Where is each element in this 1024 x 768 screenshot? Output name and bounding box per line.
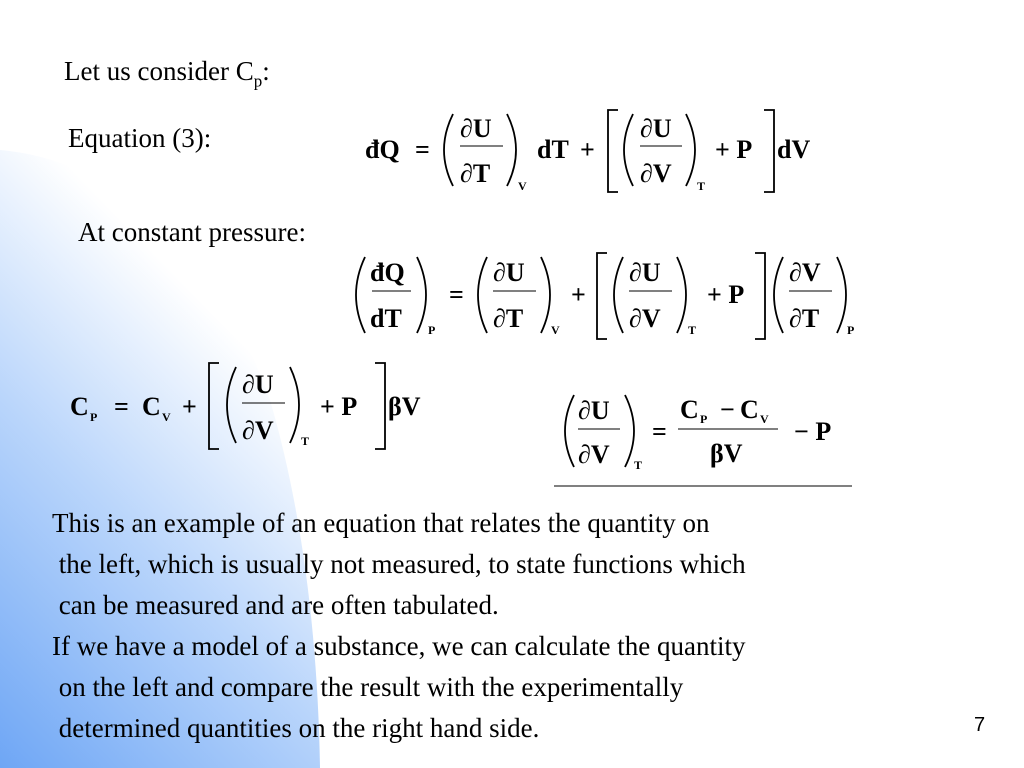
paragraph-2-line-1: If we have a model of a substance, we can calculate the quantity (52, 631, 746, 661)
eq3-d1-num: ∂U (460, 114, 492, 143)
equation-3-label: Equation (3): (68, 123, 212, 153)
result-equation (550, 385, 860, 495)
paragraph-1-line-3: can be measured and are often tabulated. (52, 590, 499, 620)
cp-eq-paren-right-0 (417, 257, 426, 333)
cp-d-den: ∂V (242, 416, 274, 445)
res-paren-right (625, 395, 634, 467)
cp-eq-bracket-left (597, 253, 607, 339)
title-suffix: : (262, 56, 270, 86)
res-num-Vsub: V (760, 412, 769, 426)
cp-bracket-right (375, 363, 385, 449)
eq3-dT: dT (537, 135, 569, 164)
res-num-minus: − (720, 395, 735, 424)
cp-equation (68, 355, 438, 455)
explanation-paragraph-1 (52, 503, 746, 626)
cp-eq-d3-sub: P (847, 323, 855, 337)
cp-eq-paren-left-1 (478, 257, 487, 333)
equation-3 (355, 100, 835, 200)
constant-pressure-label: At constant pressure: (78, 217, 306, 247)
cp-eq-paren-right-1 (541, 257, 550, 333)
cp-equals: = (114, 392, 129, 421)
eq3-paren-right-2 (686, 114, 695, 186)
res-num-Psub: P (700, 412, 708, 426)
cp-paren-right (290, 367, 299, 443)
cp-eq-lhs-den: dT (370, 304, 402, 333)
cp-Psub: P (90, 410, 98, 424)
eq3-d2-num: ∂U (640, 114, 672, 143)
cp-C1: C (70, 392, 89, 421)
cp-eq-lhs-num: đQ (370, 258, 405, 287)
cp-eq-paren-right-3 (837, 257, 846, 333)
res-minusP: − P (794, 417, 832, 446)
eq3-d1-den: ∂T (460, 159, 491, 188)
res-d-den: ∂V (578, 440, 610, 469)
cp-eq-bracket-right (755, 253, 765, 339)
cp-eq-d2-num: ∂U (629, 258, 661, 287)
paragraph-1-line-1: This is an example of an equation that relates the quantity on (52, 508, 710, 538)
eq3-plusP: + P (715, 135, 753, 164)
page-number: 7 (974, 714, 986, 736)
paragraph-2-line-3: determined quantities on the right hand side. (52, 713, 540, 743)
eq3-paren-right-1 (507, 114, 516, 186)
title-prefix: Let us consider C (64, 56, 254, 86)
eq3-d1-sub: V (518, 179, 527, 193)
slide-title (64, 56, 270, 91)
cp-plusP: + P (320, 392, 358, 421)
cp-eq-equals: = (449, 280, 464, 309)
eq3-bracket-right (764, 110, 774, 192)
cp-eq-d3-num: ∂V (789, 258, 821, 287)
cp-eq-paren-left-3 (774, 257, 783, 333)
cp-eq-d1-sub: V (551, 323, 560, 337)
eq3-d2-den: ∂V (640, 159, 672, 188)
eq3-paren-left-2 (624, 114, 633, 186)
cp-eq-d3-den: ∂T (789, 304, 820, 333)
eq3-d2-sub: T (697, 179, 706, 193)
cp-eq-d1-num: ∂U (493, 258, 525, 287)
eq3-plus: + (580, 135, 595, 164)
eq3-dV: dV (777, 135, 811, 164)
res-den: βV (710, 439, 743, 468)
cp-C2: C (142, 392, 161, 421)
cp-eq-d2-sub: T (688, 323, 697, 337)
cp-eq-paren-right-2 (677, 257, 686, 333)
paragraph-2-line-2: on the left and compare the result with the experimentally (52, 672, 684, 702)
cp-eq-plusP: + P (707, 280, 745, 309)
cp-paren-left (227, 367, 236, 443)
eq3-paren-left-1 (444, 114, 453, 186)
cp-eq-paren-left-2 (614, 257, 623, 333)
title-subscript: p (253, 71, 263, 91)
res-equals: = (652, 417, 667, 446)
cp-eq-paren-left-0 (356, 257, 365, 333)
constant-pressure-equation (345, 245, 875, 345)
cp-eq-lhs-sub: P (428, 323, 436, 337)
res-d-num: ∂U (578, 396, 610, 425)
cp-bracket-left (209, 363, 219, 449)
eq3-lhs: đQ (365, 135, 400, 164)
res-d-sub: T (634, 458, 643, 472)
cp-Vsub: V (162, 410, 171, 424)
cp-eq-d1-den: ∂T (493, 304, 524, 333)
cp-betaV: βV (388, 392, 421, 421)
cp-plus: + (182, 392, 197, 421)
cp-d-num: ∂U (242, 370, 274, 399)
cp-d-sub: T (301, 434, 310, 448)
explanation-paragraph-2 (52, 626, 745, 749)
eq3-equals: = (415, 135, 430, 164)
cp-eq-plus: + (571, 280, 586, 309)
paragraph-1-line-2: the left, which is usually not measured, to state functions which (52, 549, 746, 579)
res-num-C1: C (680, 395, 699, 424)
cp-eq-d2-den: ∂V (629, 304, 661, 333)
res-paren-left (565, 395, 574, 467)
res-num-C2: C (740, 395, 759, 424)
eq3-bracket-left (608, 110, 618, 192)
